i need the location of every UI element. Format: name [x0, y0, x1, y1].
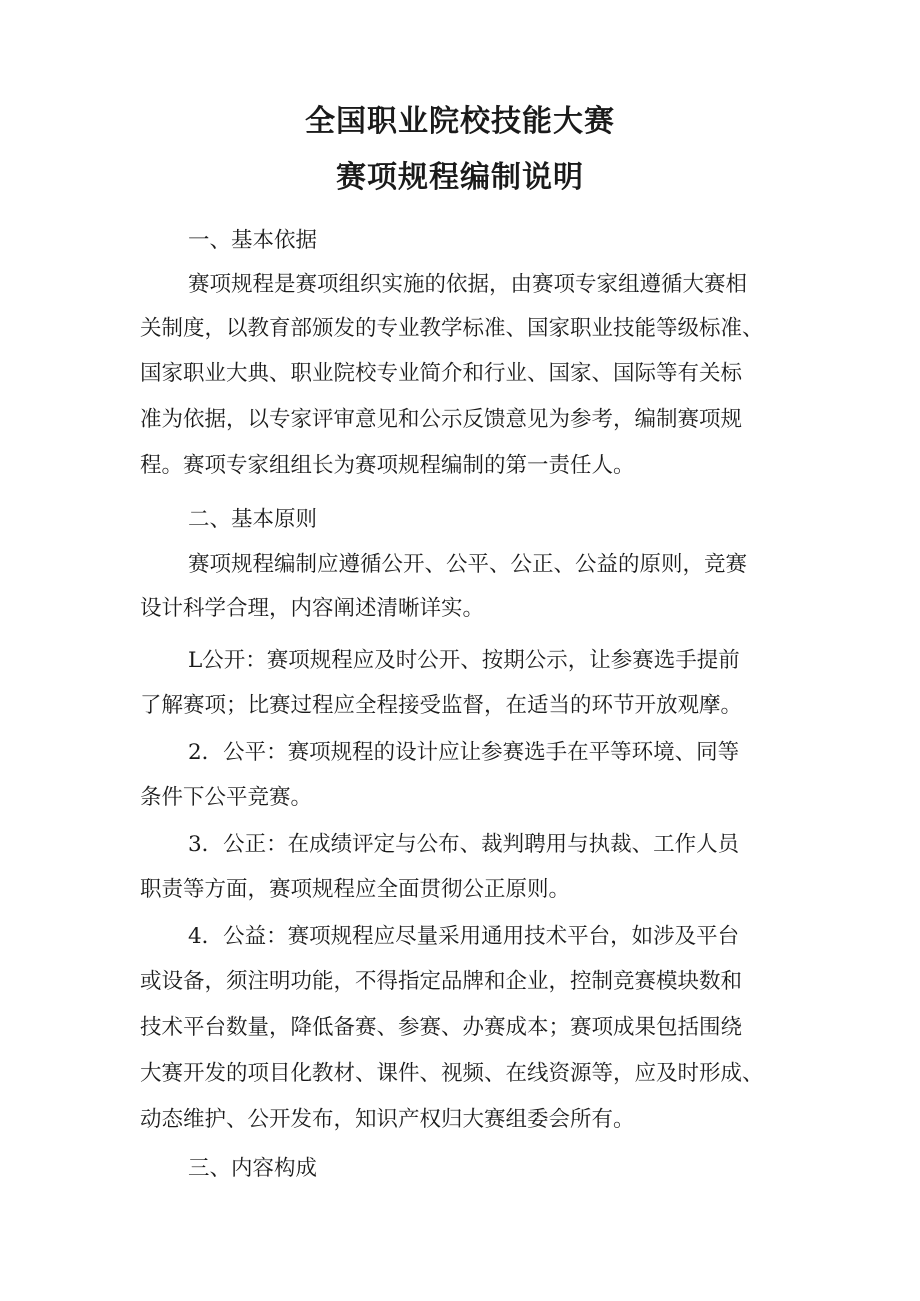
- paragraph-line: 关制度，以教育部颁发的专业教学标准、国家职业技能等级标准、: [140, 316, 764, 341]
- paragraph-line: 赛项规程编制应遵循公开、公平、公正、公益的原则，竞赛: [188, 552, 748, 577]
- section-heading-principles: 二、基本原则: [188, 507, 318, 532]
- principle-item-just: 3．公正：在成绩评定与公布、裁判聘用与执裁、工作人员: [188, 832, 740, 857]
- document-subtitle: 赛项规程编制说明: [336, 160, 584, 195]
- principle-item-open: L公开：赛项规程应及时公开、按期公示，让参赛选手提前: [188, 648, 740, 673]
- paragraph-line: 国家职业大典、职业院校专业简介和行业、国家、国际等有关标: [140, 361, 743, 386]
- paragraph-line: 设计科学合理，内容阐述清晰详实。: [140, 596, 485, 621]
- paragraph-line: 动态维护、公开发布，知识产权归大赛组委会所有。: [140, 1107, 635, 1132]
- paragraph-line: 条件下公平竞赛。: [140, 785, 313, 810]
- paragraph-line: 大赛开发的项目化教材、课件、视频、在线资源等，应及时形成、: [140, 1061, 764, 1086]
- paragraph-line: 或设备，须注明功能，不得指定品牌和企业，控制竞赛模块数和: [140, 969, 743, 994]
- paragraph-line: 准为依据，以专家评审意见和公示反馈意见为参考，编制赛项规: [140, 407, 743, 432]
- paragraph-line: 程。赛项专家组组长为赛项规程编制的第一责任人。: [140, 453, 635, 478]
- section-heading-basis: 一、基本依据: [188, 228, 318, 253]
- paragraph-line: 技术平台数量，降低备赛、参赛、办赛成本；赛项成果包括围绕: [140, 1015, 743, 1040]
- document-title: 全国职业院校技能大赛: [305, 104, 615, 139]
- paragraph-line: 职责等方面，赛项规程应全面贯彻公正原则。: [140, 877, 571, 902]
- paragraph-line: 赛项规程是赛项组织实施的依据，由赛项专家组遵循大赛相: [188, 272, 748, 297]
- principle-item-fair: 2．公平：赛项规程的设计应让参赛选手在平等环境、同等: [188, 740, 740, 765]
- principle-item-public-welfare: 4．公益：赛项规程应尽量采用通用技术平台，如涉及平台: [188, 924, 740, 949]
- paragraph-line: 了解赛项；比赛过程应全程接受监督，在适当的环节开放观摩。: [140, 693, 743, 718]
- section-heading-content: 三、内容构成: [188, 1156, 318, 1181]
